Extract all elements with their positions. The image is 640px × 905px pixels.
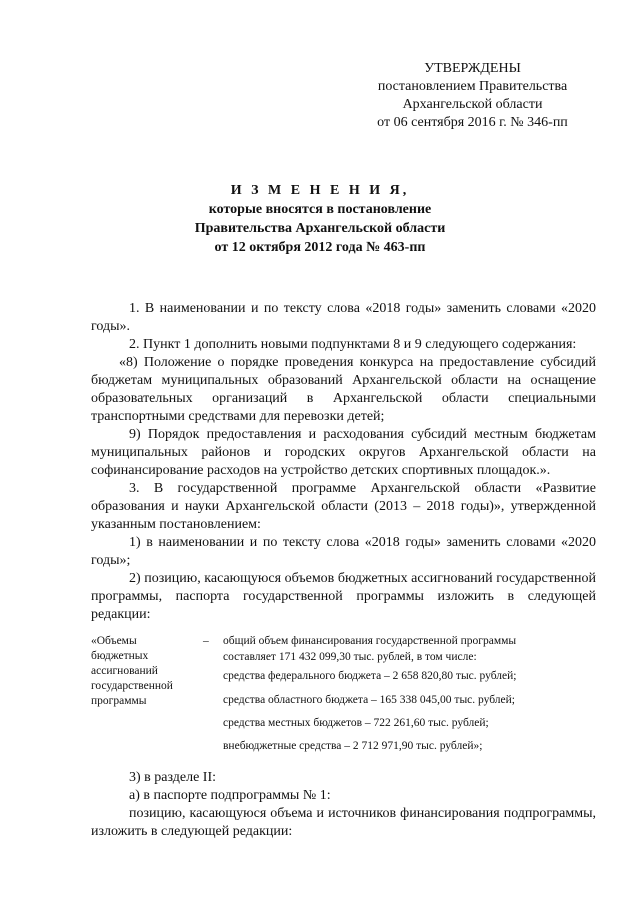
- document-title: [90, 181, 550, 257]
- title-line: Правительства Архангельской области: [194, 221, 446, 236]
- paragraph: 3. В государственной программе Архангельской области «Развитие образования и науки Архангельской области (2013 – 2018 годы)», утвержденной указанным постановлением:: [91, 481, 596, 532]
- label-line: государственной: [91, 680, 173, 692]
- approval-stamp: [330, 60, 615, 132]
- label-line: ассигнований: [91, 665, 158, 677]
- approval-heading: УТВЕРЖДЕНЫ: [424, 61, 521, 76]
- approval-line: постановлением Правительства: [377, 79, 568, 94]
- value-line: средства местных бюджетов – 722 261,60 тыс. рублей;: [223, 717, 489, 729]
- label-line: бюджетных: [91, 650, 149, 662]
- paragraph: 2. Пункт 1 дополнить новыми подпунктами 8 и 9 следующего содержания:: [129, 337, 577, 352]
- label-line: «Объемы: [91, 635, 137, 647]
- paragraph: 3) в разделе II:: [129, 770, 217, 785]
- value-line: составляет 171 432 099,30 тыс. рублей, в том числе:: [223, 651, 477, 663]
- value-line: внебюджетные средства – 2 712 971,90 тыс. рублей»;: [223, 740, 483, 752]
- value-line: средства областного бюджета – 165 338 045,00 тыс. рублей;: [223, 694, 515, 706]
- paragraph: «8) Положение о порядке проведения конкурса на предоставление субсидий бюджетам муниципальных образований Архангельской области на оснащение образовательных организаций в Архангельской области специальными транспортными средствами для перевозки детей;: [91, 355, 596, 424]
- approval-date: от 06 сентября 2016 г. № 346-пп: [377, 115, 568, 130]
- title-heading: И З М Е Н Е Н И Я,: [230, 183, 410, 198]
- paragraph: позицию, касающуюся объема и источников финансирования подпрограммы, изложить в следующей редакции:: [91, 806, 596, 839]
- paragraph: 2) позицию, касающуюся объемов бюджетных ассигнований государственной программы, паспорта государственной программы изложить в следующей редакции:: [91, 571, 596, 622]
- paragraph: а) в паспорте подпрограммы № 1:: [129, 788, 331, 803]
- value-line: общий объем финансирования государственной программы: [223, 635, 517, 647]
- label-line: программы: [91, 695, 147, 707]
- approval-line: Архангельской области: [402, 97, 543, 112]
- paragraph: 1. В наименовании и по тексту слова «2018 годы» заменить словами «2020 годы».: [91, 301, 596, 334]
- body-text-top: [91, 300, 596, 624]
- title-line: которые вносятся в постановление: [208, 202, 432, 217]
- label-dash: –: [203, 635, 209, 647]
- paragraph: 9) Порядок предоставления и расходования субсидий местным бюджетам муниципальных районов и городских округов Архангельской области на софинансирование расходов на устройство детских спортивных площадок.».: [91, 427, 596, 478]
- title-line: от 12 октября 2012 года № 463-пп: [214, 240, 426, 255]
- body-text-bottom: [91, 769, 596, 841]
- paragraph: 1) в наименовании и по тексту слова «2018 годы» заменить словами «2020 годы»;: [91, 535, 596, 568]
- value-line: средства федерального бюджета – 2 658 820,80 тыс. рублей;: [223, 670, 517, 682]
- budget-table-label: [91, 634, 201, 709]
